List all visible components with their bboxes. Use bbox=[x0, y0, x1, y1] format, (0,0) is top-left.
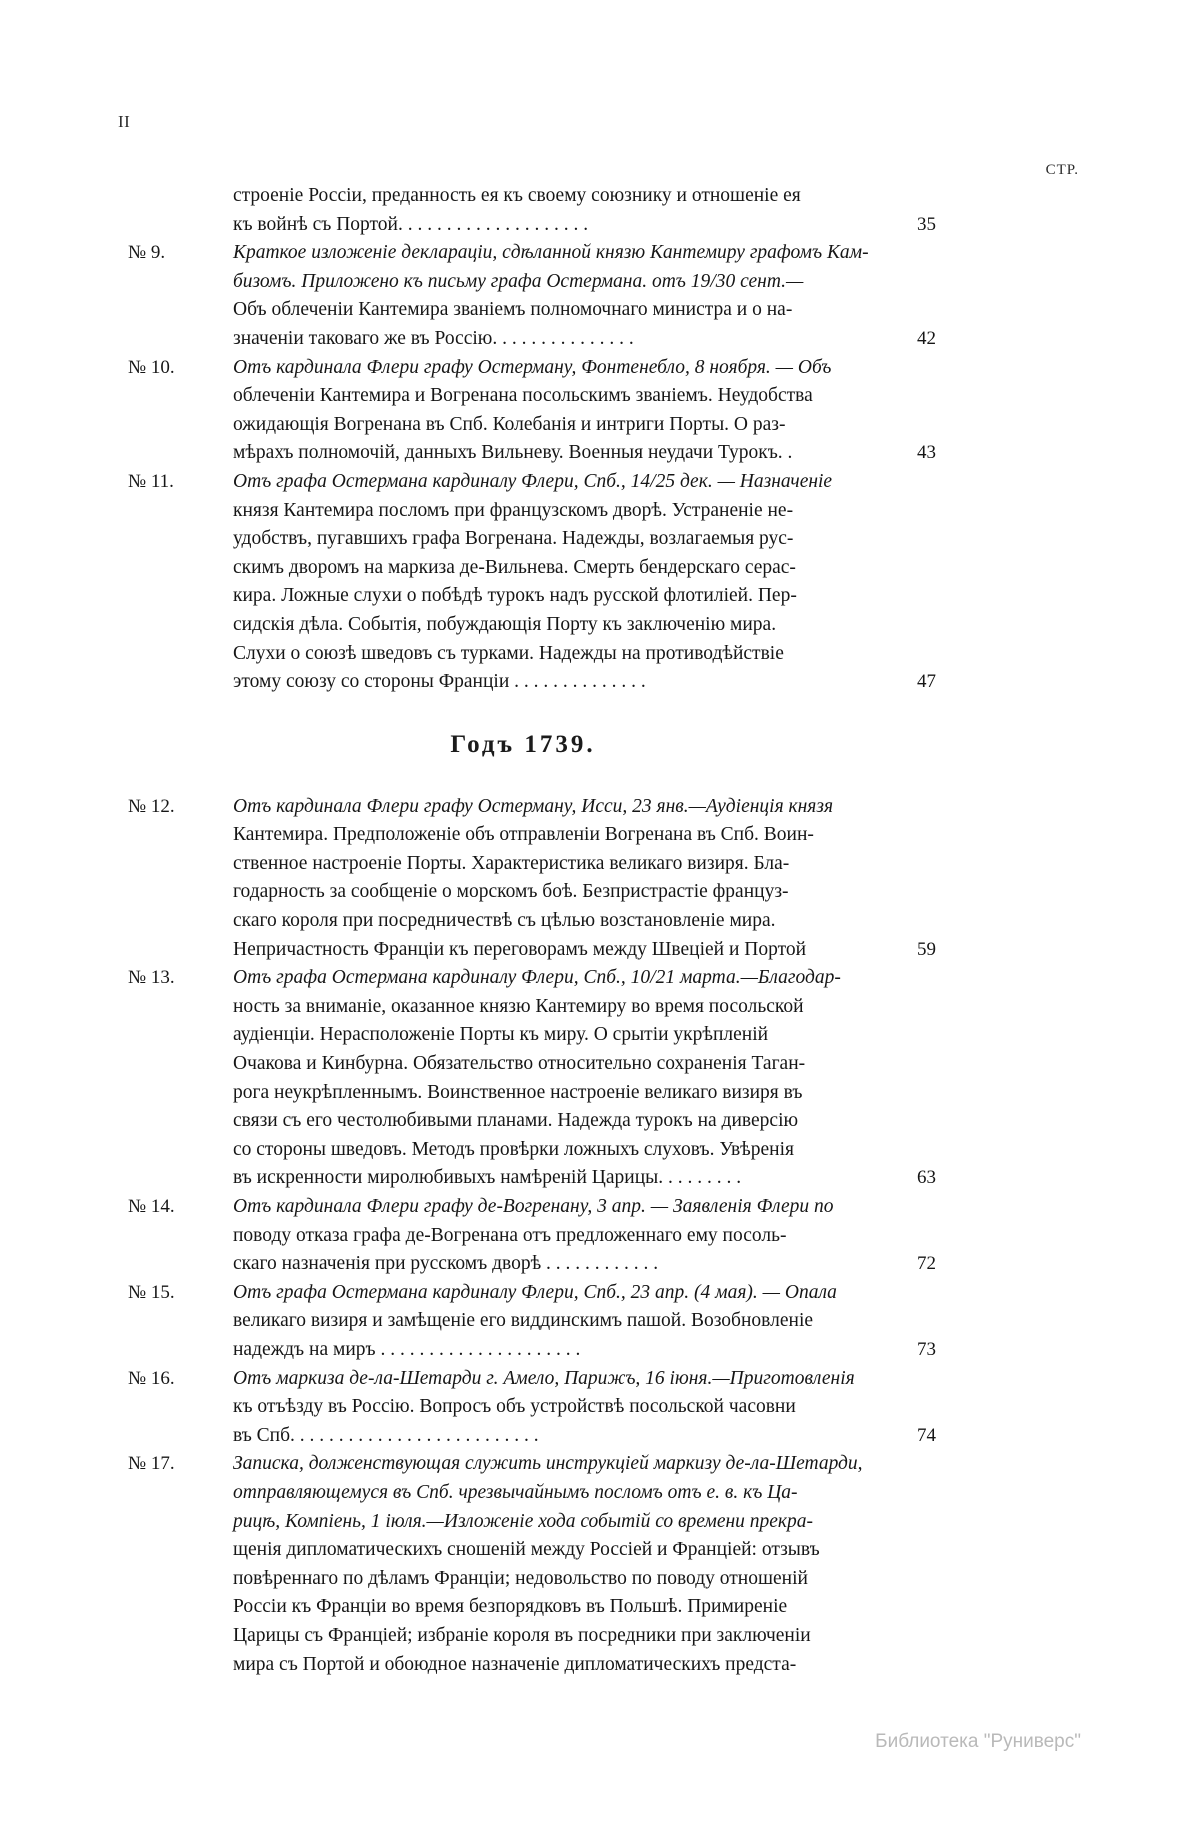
toc-content bbox=[128, 182, 936, 1679]
toc-entry-line bbox=[128, 1079, 918, 1108]
toc-entry-line bbox=[128, 1136, 918, 1165]
toc-entry-line bbox=[128, 325, 936, 354]
toc-entry-text: отправляющемуся въ Спб. чрезвычайнымъ посломъ отъ е. в. къ Ца- bbox=[233, 1481, 798, 1503]
toc-entry-line bbox=[128, 411, 918, 440]
toc-entry-text: облеченіи Кантемира и Вогренана посольскимъ званіемъ. Неудобства bbox=[233, 385, 813, 407]
toc-entry-text: Кантемира. Предположеніе объ отправленіи Вогренана въ Спб. Воин- bbox=[233, 824, 814, 846]
year-heading: Годъ 1739. bbox=[450, 730, 596, 758]
toc-entry-text: Записка, долженствующая служить инструкціей маркизу де-ла-Шетарди, bbox=[233, 1453, 863, 1475]
toc-entry-text: скимъ дворомъ на маркиза де-Вильнева. Смерть бендерскаго серас- bbox=[233, 556, 796, 578]
toc-entry-number: № 11. bbox=[128, 470, 174, 492]
toc-entry-text: въ искренности миролюбивыхъ намѣреній Царицы. . . . . . . . . bbox=[233, 1167, 742, 1189]
toc-entry-text: къ отъѣзду въ Россію. Вопросъ объ устройствѣ посольской часовни bbox=[233, 1396, 796, 1418]
toc-entry-text: рога неукрѣпленнымъ. Воинственное настроеніе великаго визиря въ bbox=[233, 1081, 803, 1103]
toc-page-number: 47 bbox=[917, 671, 936, 693]
toc-entry-text: Отъ кардинала Флери графу де-Вогренану, 3 апр. — Заявленія Флери по bbox=[233, 1196, 834, 1217]
toc-entry-line bbox=[128, 468, 918, 497]
toc-page-number: 59 bbox=[917, 938, 936, 960]
toc-entry-text: этому союзу со стороны Франціи . . . . . . . . . . . . . . bbox=[233, 671, 646, 693]
toc-entry-line bbox=[128, 582, 918, 611]
toc-entry-text: надеждъ на миръ . . . . . . . . . . . . . . . . . . . . . bbox=[233, 1338, 581, 1360]
toc-entry[interactable] bbox=[128, 793, 936, 965]
toc-entry-text: рицѣ, Компіень, 1 іюля.—Изложеніе хода событій со времени прекра- bbox=[233, 1510, 814, 1532]
toc-entry-number: № 15. bbox=[128, 1281, 175, 1303]
toc-entry-line bbox=[128, 964, 918, 993]
toc-entry-line bbox=[128, 1021, 918, 1050]
toc-entry-line bbox=[128, 239, 918, 268]
toc-entry-text: Царицы съ Франціей; избраніе короля въ посредники при заключеніи bbox=[233, 1624, 811, 1646]
toc-entry-text: мира съ Портой и обоюдное назначеніе дипломатическихъ предста- bbox=[233, 1653, 797, 1675]
toc-entry[interactable] bbox=[128, 354, 936, 468]
toc-entry-text: къ войнѣ съ Портой. . . . . . . . . . . . . . . . . . . . bbox=[233, 213, 589, 235]
toc-entry-text: скаго назначенія при русскомъ дворѣ . . . . . . . . . . . . bbox=[233, 1253, 659, 1275]
toc-entry-line bbox=[128, 1450, 918, 1479]
toc-entry-line bbox=[128, 1107, 918, 1136]
toc-entry-text: связи съ его честолюбивыми планами. Надежда турокъ на диверсію bbox=[233, 1110, 799, 1132]
toc-entry-line bbox=[128, 821, 918, 850]
toc-page-number: 42 bbox=[917, 327, 936, 349]
toc-entry-line bbox=[128, 993, 918, 1022]
toc-entry-text: со стороны шведовъ. Методъ провѣрки ложныхъ слуховъ. Увѣренія bbox=[233, 1138, 794, 1160]
toc-entry[interactable] bbox=[128, 1365, 936, 1451]
column-header-page: СТР. bbox=[1045, 162, 1079, 178]
toc-entry-text: строеніе Россіи, преданность ея къ своему союзнику и отношеніе ея bbox=[233, 185, 801, 206]
folio-number: II bbox=[118, 112, 131, 131]
toc-entry-text: бизомъ. Приложено къ письму графа Остермана. отъ 19/30 сент.— bbox=[233, 270, 804, 292]
toc-entry-line bbox=[128, 850, 918, 879]
toc-entry-text: сидскія дѣла. Событія, побуждающія Порту къ заключенію мира. bbox=[233, 613, 777, 635]
toc-entry-text: въ Спб. . . . . . . . . . . . . . . . . . . . . . . . . . bbox=[233, 1424, 539, 1446]
toc-entry-line bbox=[128, 525, 918, 554]
toc-entry-line bbox=[128, 936, 936, 965]
toc-entry-line bbox=[128, 554, 918, 583]
toc-entry[interactable] bbox=[128, 1279, 936, 1365]
toc-entry[interactable] bbox=[128, 468, 936, 697]
toc-entry-text: Краткое изложеніе деклараціи, сдѣланной князю Кантемиру графомъ Кам- bbox=[233, 242, 869, 264]
toc-entry-text: ственное настроеніе Порты. Характеристика великаго визиря. Бла- bbox=[233, 852, 790, 874]
toc-entry-line bbox=[128, 1279, 918, 1308]
toc-entry-line bbox=[128, 1365, 918, 1394]
toc-entry-line bbox=[128, 1250, 936, 1279]
toc-entry-line bbox=[128, 1050, 918, 1079]
toc-entry-text: значеніи таковаго же въ Россію. . . . . . . . . . . . . . . bbox=[233, 327, 634, 349]
toc-entry-text: Отъ графа Остермана кардиналу Флери, Спб., 14/25 дек. — Назначеніе bbox=[233, 470, 833, 492]
toc-entry-line bbox=[128, 182, 918, 211]
toc-entry-line bbox=[128, 1222, 918, 1251]
toc-entry-text: скаго короля при посредничествѣ съ цѣлью возстановленіе мира. bbox=[233, 910, 776, 932]
toc-entry-line bbox=[128, 211, 936, 240]
toc-entry[interactable] bbox=[128, 182, 936, 239]
toc-entry[interactable] bbox=[128, 1450, 918, 1679]
toc-entry-line bbox=[128, 1622, 918, 1651]
toc-entry-text: ожидающія Вогренана въ Спб. Колебанія и интриги Порты. О раз- bbox=[233, 413, 786, 435]
toc-entry-line bbox=[128, 611, 918, 640]
toc-entry-line bbox=[128, 1307, 918, 1336]
toc-entry-text: аудіенціи. Нерасположеніе Порты къ миру. О срытіи укрѣпленій bbox=[233, 1024, 769, 1046]
toc-entry-text: Россіи къ Франціи во время безпорядковъ въ Польшѣ. Примиреніе bbox=[233, 1596, 788, 1618]
toc-entry-line bbox=[128, 1336, 936, 1365]
toc-entry-number: № 10. bbox=[128, 356, 175, 378]
toc-entry-text: удобствъ, пугавшихъ графа Вогренана. Надежды, возлагаемыя рус- bbox=[233, 528, 794, 550]
toc-entry-line bbox=[128, 1593, 918, 1622]
toc-entry-line bbox=[128, 382, 918, 411]
toc-entry-text: Очакова и Кинбурна. Обязательство относительно сохраненія Таган- bbox=[233, 1053, 806, 1075]
toc-entry-number: № 14. bbox=[128, 1196, 175, 1217]
toc-section-1739 bbox=[128, 793, 936, 1679]
toc-entry-text: Отъ кардинала Флери графу Остерману, Исси, 23 янв.—Аудіенція князя bbox=[233, 795, 834, 817]
toc-entry-text: кира. Ложные слухи о побѣдѣ турокъ надъ русской флотиліей. Пер- bbox=[233, 585, 797, 607]
toc-page-number: 35 bbox=[917, 213, 936, 235]
toc-entry-line bbox=[128, 1508, 918, 1537]
toc-entry-line bbox=[128, 268, 918, 297]
toc-entry-line bbox=[128, 1651, 918, 1680]
toc-entry-line bbox=[128, 1536, 918, 1565]
toc-section-1738 bbox=[128, 182, 936, 697]
toc-page-number: 72 bbox=[917, 1253, 936, 1275]
toc-entry-line bbox=[128, 1164, 936, 1193]
toc-entry-text: мѣрахъ полномочій, данныхъ Вильневу. Военныя неудачи Турокъ. . bbox=[233, 442, 793, 464]
toc-entry-text: Отъ маркиза де-ла-Шетарди г. Амело, Парижъ, 16 іюня.—Приготовленія bbox=[233, 1367, 855, 1389]
toc-entry-text: Отъ графа Остермана кардиналу Флери, Спб., 23 апр. (4 мая). — Опала bbox=[233, 1281, 837, 1303]
toc-entry-text: великаго визиря и замѣщеніе его виддинскимъ пашой. Возобновленіе bbox=[233, 1310, 814, 1332]
toc-entry-line bbox=[128, 1565, 918, 1594]
toc-entry[interactable] bbox=[128, 239, 936, 353]
toc-entry-text: поводу отказа графа де-Вогренана отъ предложеннаго ему посоль- bbox=[233, 1224, 787, 1246]
toc-entry-text: ность за вниманіе, оказанное князю Кантемиру во время посольской bbox=[233, 995, 804, 1017]
toc-entry-number: № 17. bbox=[128, 1453, 175, 1475]
toc-entry-text: князя Кантемира посломъ при французскомъ дворѣ. Устраненіе не- bbox=[233, 499, 794, 521]
toc-entry-line bbox=[128, 296, 918, 325]
toc-page-number: 63 bbox=[917, 1167, 936, 1189]
toc-entry-line bbox=[128, 497, 918, 526]
toc-entry-text: Отъ графа Остермана кардиналу Флери, Спб., 10/21 марта.—Благодар- bbox=[233, 967, 841, 989]
toc-entry-text: щенія дипломатическихъ сношеній между Россіей и Франціей: отзывъ bbox=[233, 1539, 820, 1561]
library-watermark: Библиотека "Руниверс" bbox=[875, 1731, 1081, 1752]
toc-entry-number: № 9. bbox=[128, 242, 166, 264]
toc-entry-text: Непричастность Франціи къ переговорамъ между Швеціей и Портой bbox=[233, 938, 807, 960]
toc-page-number: 74 bbox=[917, 1424, 936, 1446]
toc-entry[interactable] bbox=[128, 1193, 936, 1279]
toc-page-number: 43 bbox=[917, 442, 936, 464]
toc-entry-line bbox=[128, 907, 918, 936]
toc-entry-number: № 13. bbox=[128, 967, 175, 989]
toc-entry-line bbox=[128, 668, 936, 697]
toc-entry-line bbox=[128, 354, 918, 383]
toc-entry-line bbox=[128, 1479, 918, 1508]
toc-entry-line bbox=[128, 1422, 936, 1451]
toc-entry-text: Слухи о союзѣ шведовъ съ турками. Надежды на противодѣйствіе bbox=[233, 642, 784, 664]
toc-page-number: 73 bbox=[917, 1338, 936, 1360]
toc-entry-text: годарность за сообщеніе о морскомъ боѣ. Безпристрастіе француз- bbox=[233, 881, 789, 903]
toc-entry-text: Отъ кардинала Флери графу Остерману, Фонтенебло, 8 ноября. — Объ bbox=[233, 356, 832, 378]
toc-entry-text: Объ облеченіи Кантемира званіемъ полномочнаго министра и о на- bbox=[233, 299, 793, 321]
toc-entry-line bbox=[128, 878, 918, 907]
toc-entry-line bbox=[128, 1193, 918, 1222]
toc-entry-number: № 12. bbox=[128, 795, 175, 817]
toc-entry-number: № 16. bbox=[128, 1367, 175, 1389]
toc-entry-text: повѣреннаго по дѣламъ Франціи; недовольство по поводу отношеній bbox=[233, 1567, 808, 1589]
toc-entry-line bbox=[128, 640, 918, 669]
toc-entry-line bbox=[128, 793, 918, 822]
toc-entry-line bbox=[128, 1393, 918, 1422]
toc-entry-line bbox=[128, 439, 936, 468]
toc-entry[interactable] bbox=[128, 964, 936, 1193]
